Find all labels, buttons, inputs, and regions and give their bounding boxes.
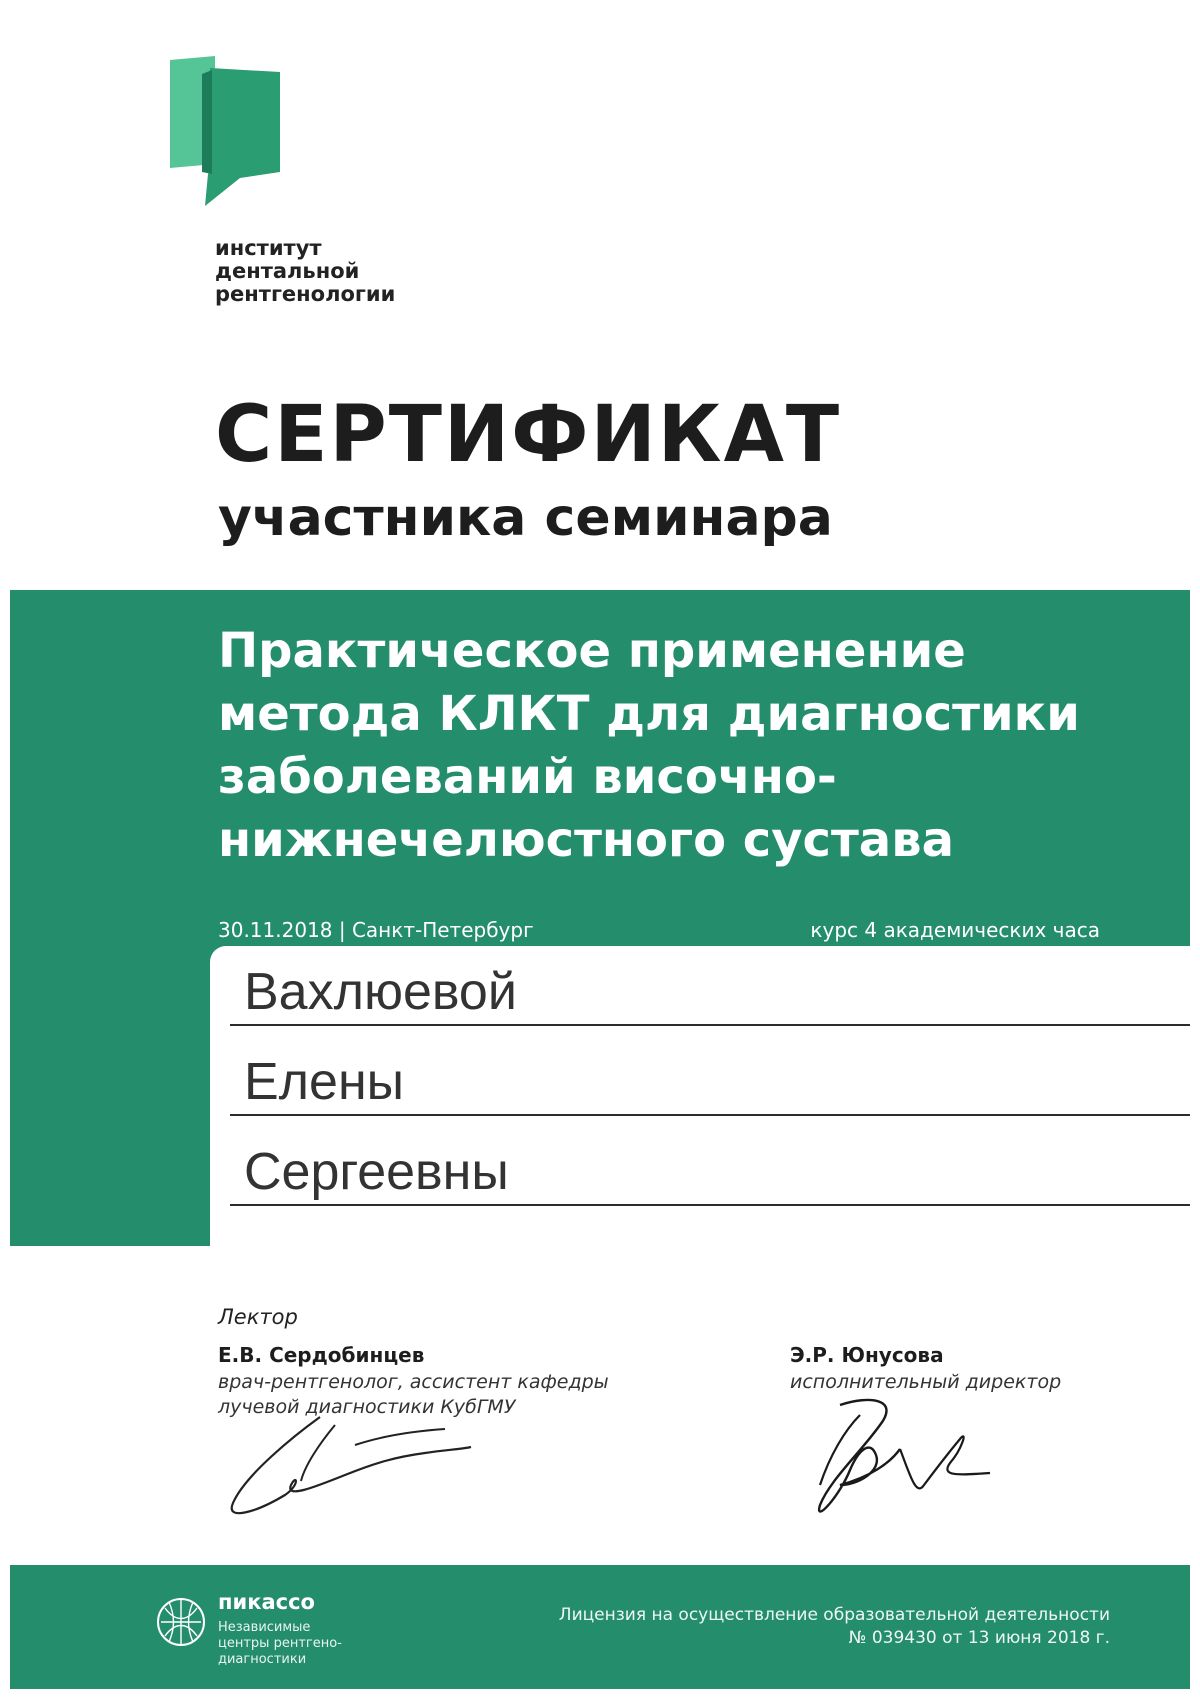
recipient-patronymic: Сергеевны [244, 1143, 509, 1201]
lecturer-signature-icon [225, 1395, 475, 1525]
recipient-surname-line [230, 946, 1190, 1026]
picasso-description: Независимые центры рентгено- диагностики [218, 1620, 342, 1667]
picasso-logo-icon [155, 1596, 207, 1648]
date-place: 30.11.2018 | Санкт-Петербург [218, 918, 534, 942]
institute-logo-icon [170, 56, 285, 216]
director-name: Э.Р. Юнусова [790, 1343, 944, 1367]
recipient-firstname: Елены [244, 1053, 405, 1111]
certificate-subtitle: участника семинара [218, 488, 833, 548]
recipient-firstname-line [230, 1036, 1190, 1116]
certificate-title: СЕРТИФИКАТ [215, 390, 842, 480]
license-text: Лицензия на осуществление образовательной деятельности № 039430 от 13 июня 2018 г. [558, 1605, 1110, 1648]
director-signature-icon [800, 1385, 1000, 1545]
lecturer-role: врач-рентгенолог, ассистент кафедры лучевой диагностики КубГМУ [218, 1371, 609, 1418]
director-role: исполнительный директор [790, 1371, 1062, 1393]
recipient-patronymic-line [230, 1126, 1190, 1206]
course-title: Практическое применение метода КЛКТ для диагностики заболеваний височно-нижнечелюстного сустава [218, 623, 1080, 868]
lecturer-name: Е.В. Сердобинцев [218, 1343, 425, 1367]
course-hours: курс 4 академических часа [810, 918, 1100, 942]
recipient-card [210, 946, 1190, 1246]
lecturer-caption: Лектор [218, 1305, 298, 1329]
recipient-surname: Вахлюевой [244, 963, 517, 1021]
institute-name: институт дентальной рентгенологии [215, 236, 396, 306]
picasso-brand: пикассо [218, 1590, 315, 1614]
